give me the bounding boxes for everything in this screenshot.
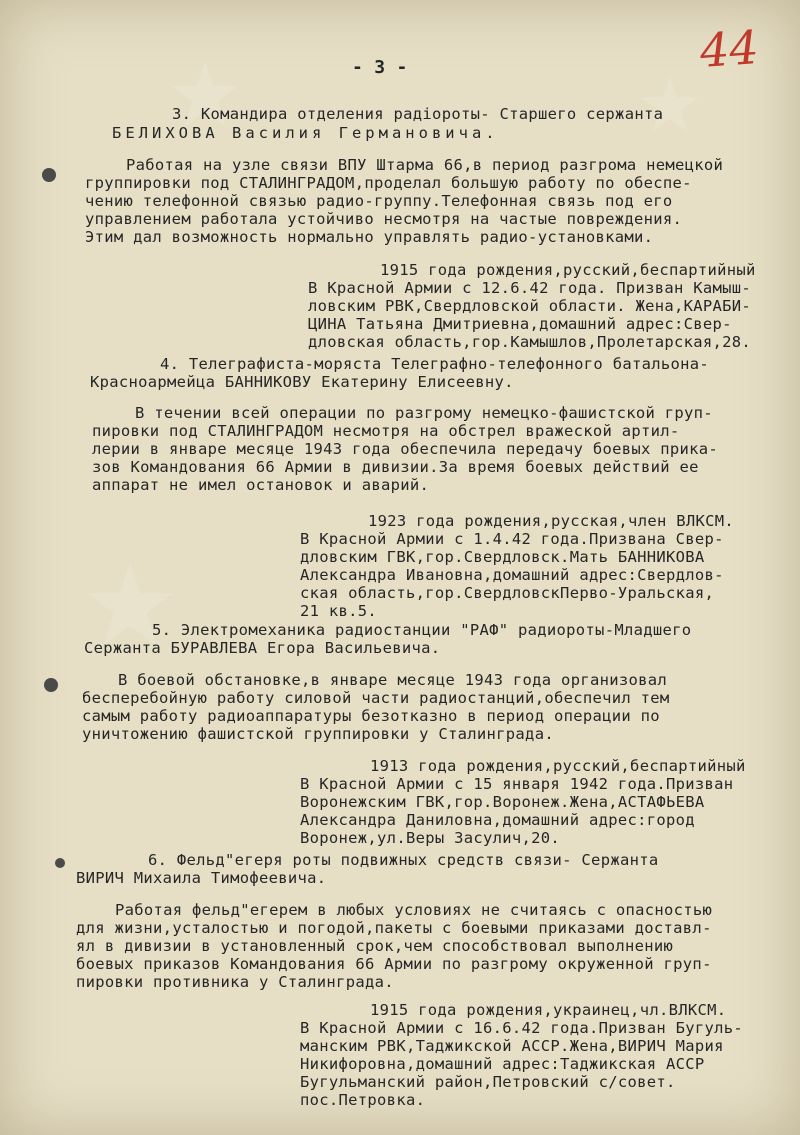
text-line: Работая фельд"егерем в любых условиях не считаясь с опасностью: [115, 901, 713, 919]
text-line: чению телефонной связью радио-группу.Телефонная связь под его: [85, 192, 673, 210]
text-line: Работая на узле связи ВПУ Штарма 66,в период разгрома немецкой: [126, 156, 724, 174]
archive-number: 44: [698, 20, 761, 78]
punch-hole: [44, 678, 58, 692]
text-line: Красноармейца БАННИКОВУ Екатерину Елисеевну.: [90, 373, 514, 391]
text-line: 1915 года рождения,украинец,чл.ВЛКСМ.: [370, 1001, 727, 1019]
text-line: лерии в январе месяце 1943 года обеспечила передачу боевых прика-: [92, 440, 719, 458]
text-line: бесперебойную работу силовой части радиостанций,обеспечил тем: [82, 689, 670, 707]
text-line: группировки под СТАЛИНГРАДОМ,проделал большую работу по обеспе-: [85, 174, 692, 192]
text-line: пировки под СТАЛИНГРАДОМ несмотря на обстрел вражеской артил-: [92, 422, 680, 440]
text-line: 3. Командира отделения радioроты- Старшего сержанта: [172, 105, 664, 123]
text-line: зов Командования 66 Армии в дивизии.За время боевых действий ее: [92, 458, 699, 476]
text-line: ловским РВК,Свердловской области. Жена,КАРАБИ-: [308, 297, 752, 315]
text-line: 1913 года рождения,русский,беспартийный: [370, 757, 746, 775]
text-line: 21 кв.5.: [300, 602, 378, 620]
text-line: аппарат не имел остановок и аварий.: [92, 476, 430, 494]
text-line: ЦИНА Татьяна Дмитриевна,домашний адрес:Свер-: [308, 315, 732, 333]
text-line: 1915 года рождения,русский,беспартийный: [380, 261, 756, 279]
text-line: уничтожению фашистской группировки у Сталинграда.: [82, 725, 554, 743]
text-line: Этим дал возможность нормально управлять радио-установками.: [85, 228, 654, 246]
text-line: Воронеж,ул.Веры Засулич,20.: [300, 829, 561, 847]
text-line: В Красной Армии с 15 января 1942 года.Призван: [300, 775, 734, 793]
text-line: Александра Даниловна,домашний адрес:город: [300, 811, 695, 829]
text-line: дловская область,гор.Камышлов,Пролетарская,28.: [308, 333, 752, 351]
text-line: самым работу радиоаппаратуры безотказно в период операции по: [82, 707, 660, 725]
text-line: 1923 года рождения,русская,член ВЛКСМ.: [368, 512, 735, 530]
punch-hole: [42, 168, 56, 182]
punch-hole: [55, 858, 65, 868]
text-line: ял в дивизии в установленный срок,чем способствовал выполнению: [76, 937, 674, 955]
text-line: Бугульманский район,Петровский с/совет.: [300, 1073, 676, 1091]
text-line: В Красной Армии с 1.4.42 года.Призвана Свер-: [300, 530, 724, 548]
text-line: В Красной Армии с 12.6.42 года. Призван Камыш-: [308, 279, 752, 297]
text-line: Александра Ивановна,домашний адрес:Свердлов-: [300, 566, 724, 584]
text-line: ская область,гор.СвердловскПерво-Уральская,: [300, 584, 715, 602]
text-line: Никифоровна,домашний адрес:Таджикская АССР: [300, 1055, 705, 1073]
text-line: Сержанта БУРАВЛЕВА Егора Васильевича.: [84, 639, 441, 657]
text-line: В боевой обстановке,в январе месяце 1943 года организовал: [118, 671, 668, 689]
text-line: дловским ГВК,гор.Свердловск.Мать БАННИКОВА: [300, 548, 705, 566]
text-line: ВИРИЧ Михаила Тимофеевича.: [76, 869, 327, 887]
text-line: В Красной Армии с 16.6.42 года.Призван Бугуль-: [300, 1019, 744, 1037]
text-line: Воронежским ГВК,гор.Воронеж.Жена,АСТАФЬЕВА: [300, 793, 705, 811]
text-line: управлением работала устойчиво несмотря на частые повреждения.: [85, 210, 683, 228]
text-line: манским РВК,Таджикской АССР.Жена,ВИРИЧ Мария: [300, 1037, 724, 1055]
page-number: - 3 -: [352, 57, 408, 78]
text-line: В течении всей операции по разгрому немецко-фашистской груп-: [135, 404, 713, 422]
text-line: пировки противника у Сталинграда.: [76, 973, 394, 991]
text-line: 6. Фельд"егеря роты подвижных средств связи- Сержанта: [148, 851, 659, 869]
text-line: для жизни,усталостью и погодой,пакеты с боевыми приказами доставл-: [76, 919, 712, 937]
text-line: 4. Телеграфиста-моряста Телеграфно-телефонного батальона-: [160, 355, 710, 373]
text-line: боевых приказов Командования 66 Армии по разгрому окруженной груп-: [76, 955, 712, 973]
text-line: 5. Электромеханика радиостанции "РАФ" радиороты-Младшего: [152, 621, 692, 639]
text-line: БЕЛИХОВА Василия Германовича.: [112, 124, 499, 142]
text-line: пос.Петровка.: [300, 1091, 426, 1109]
